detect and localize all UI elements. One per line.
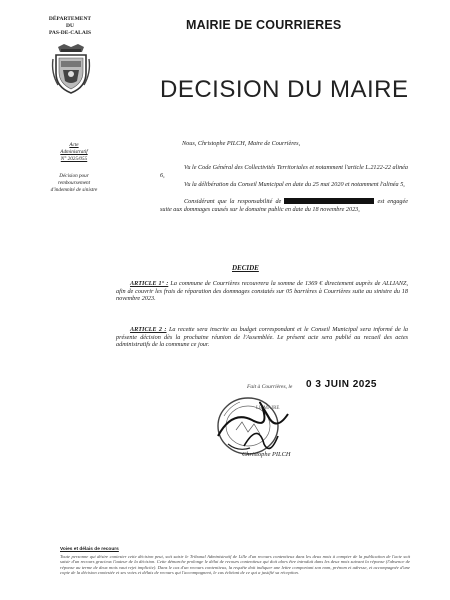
town-hall-title: MAIRIE DE COURRIERES (186, 18, 342, 32)
coat-of-arms-icon (50, 43, 92, 95)
act-subject-2: remboursement (57, 180, 91, 186)
department-line-1: DÉPARTEMENT (48, 16, 92, 22)
article-2-heading: ARTICLE 2 : (130, 326, 167, 333)
article-2 (116, 326, 408, 349)
seal-text: LE MAIRE (256, 406, 280, 411)
considerant-paragraph (160, 198, 408, 213)
date-stamp: 0 3 JUIN 2025 (306, 379, 377, 390)
act-reference (46, 142, 102, 194)
act-number: N° 2025/055 (60, 156, 88, 162)
redaction-bar (284, 198, 374, 204)
legal-basis-deliberation: Vu la délibération du Conseil Municipal en date du 25 mai 2020 et notamment l'alinéa 5, (184, 181, 405, 188)
appeal-text: Toute personne qui désire contester cette décision peut, soit saisir le Tribunal Administratif de Lille d'un recours contentieux dans les deux mois à compter de la publication de l'acte soit saisir d'un recours gracieux l'auteur de la décision. Cette démarche prolonge le délai de recours contentieux qui doit alors être introduit dans les deux mois suivant la réponse (l'absence de réponse au terme de deux mois vaut rejet implicite). Dans le cas d'un recours contentieux, la requête doit indiquer une lettre comportant son nom, prénom et adresse, et accompagnée d'une copie de la décision contestée et ses voies et délais de recours qui l'accompagnent, le cas échéant de ce qui a justifié sa réception. (60, 554, 410, 576)
article-2-text: La recette sera inscrite au budget correspondant et le Conseil Municipal sera informé de la présente décision dès la prochaine réunion de l'Assemblée. Le présent acte sera publié au recueil des actes administratifs de la commune ce jour. (116, 326, 409, 349)
act-type: Administratif (60, 149, 88, 155)
mayor-statement: Nous, Christophe PILCH, Maire de Courrières, (182, 140, 301, 147)
article-1-heading: ARTICLE 1° : (130, 280, 169, 287)
article-1-text: La commune de Courrières recouvrera la somme de 1369 € directement auprès de ALLIANZ, afin de couvrir les frais de réparation des dommages constatés sur 05 barrières à Courrières suite au sinistre du 18 novembre 2023. (116, 280, 409, 303)
appeal-title: Voies et délais de recours (60, 547, 119, 552)
signer-name: Christophe PILCH (242, 451, 291, 458)
article-1 (116, 280, 408, 303)
department-line-3: PAS-DE-CALAIS (48, 30, 92, 36)
department-line-2: DU (66, 23, 74, 29)
document-title: DECISION DU MAIRE (160, 76, 409, 103)
department-header (40, 16, 100, 37)
decide-heading: DECIDE (232, 264, 259, 272)
place-label: Fait à Courrières, le (247, 384, 293, 390)
act-subject-1: Décision pour (59, 173, 89, 179)
act-label: Acte (69, 142, 79, 148)
considerant-end: est engagée suite aux dommages causés sur le domaine public en date du 18 novembre 2023, (160, 198, 409, 213)
legal-basis-code: Vu le Code Général des Collectivités Territoriales et notamment l'article L.2122-22 alinéa 6, (160, 164, 408, 179)
act-subject-3: d'indemnité de sinistre (50, 187, 98, 193)
considerant-start: Considérant que la responsabilité de (184, 198, 282, 205)
